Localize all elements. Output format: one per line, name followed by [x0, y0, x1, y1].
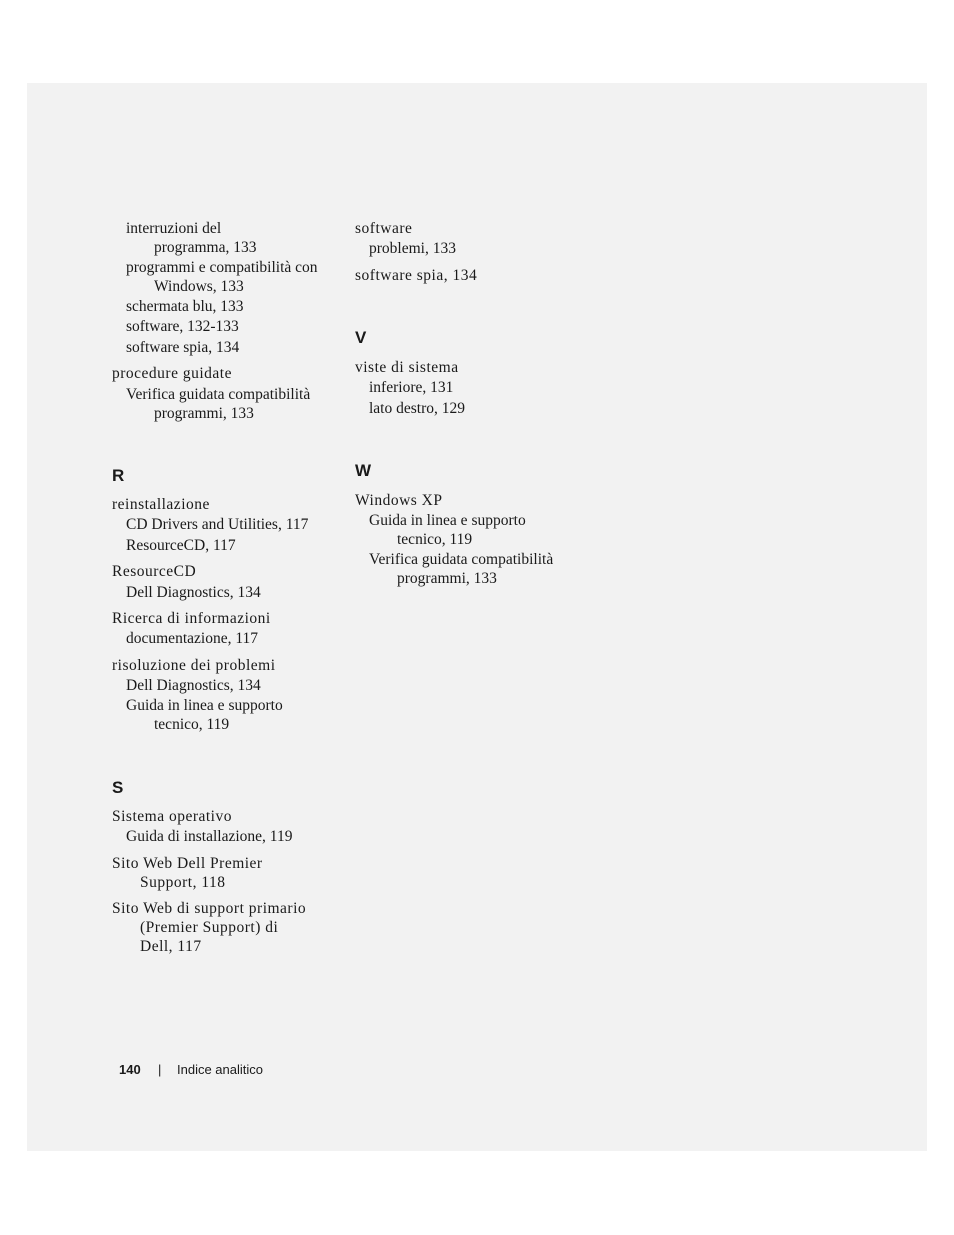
index-subentry: Verifica guidata compatibilità — [369, 551, 554, 568]
index-subentry: programmi e compatibilità con — [126, 259, 318, 276]
index-entry: Windows XP — [355, 492, 443, 509]
index-subentry-continued: programmi, 133 — [154, 405, 254, 422]
index-subentry: lato destro, 129 — [369, 400, 465, 417]
index-subentry: software spia, 134 — [126, 339, 240, 356]
index-entry: procedure guidate — [112, 365, 232, 382]
section-letter-w: W — [355, 461, 372, 480]
index-subentry-continued: programma, 133 — [154, 239, 257, 256]
footer-section-title: Indice analitico — [177, 1062, 263, 1077]
index-subentry: documentazione, 117 — [126, 630, 258, 647]
index-entry: software — [355, 220, 413, 237]
index-entry-continued: (Premier Support) di — [140, 919, 279, 936]
section-letter-r: R — [112, 466, 125, 485]
index-entry: reinstallazione — [112, 496, 210, 513]
index-subentry: interruzioni del — [126, 220, 222, 237]
index-entry: software spia, 134 — [355, 267, 478, 284]
index-entry: risoluzione dei problemi — [112, 657, 276, 674]
index-entry: viste di sistema — [355, 359, 459, 376]
footer-separator: | — [158, 1062, 162, 1077]
section-letter-s: S — [112, 778, 124, 797]
index-subentry: Guida in linea e supporto — [126, 697, 283, 714]
index-subentry: ResourceCD, 117 — [126, 537, 236, 554]
index-subentry: inferiore, 131 — [369, 379, 454, 396]
index-entry: ResourceCD — [112, 563, 197, 580]
index-subentry-continued: tecnico, 119 — [154, 716, 230, 733]
index-entry: Sistema operativo — [112, 808, 232, 825]
index-entry: Ricerca di informazioni — [112, 610, 271, 627]
index-subentry: software, 132-133 — [126, 318, 239, 335]
index-subentry: Guida in linea e supporto — [369, 512, 526, 529]
page-number: 140 — [119, 1062, 141, 1077]
index-subentry: Guida di installazione, 119 — [126, 828, 293, 845]
index-entry-continued: Dell, 117 — [140, 938, 202, 955]
index-subentry: Dell Diagnostics, 134 — [126, 584, 261, 601]
index-subentry: schermata blu, 133 — [126, 298, 244, 315]
index-entry: Sito Web di support primario — [112, 900, 307, 917]
index-subentry-continued: programmi, 133 — [397, 570, 497, 587]
index-subentry-continued: Windows, 133 — [154, 278, 244, 295]
index-entry: Sito Web Dell Premier — [112, 855, 263, 872]
index-subentry: problemi, 133 — [369, 240, 456, 257]
index-subentry: Dell Diagnostics, 134 — [126, 677, 261, 694]
index-subentry: Verifica guidata compatibilità — [126, 386, 311, 403]
index-subentry: CD Drivers and Utilities, 117 — [126, 516, 309, 533]
section-letter-v: V — [355, 328, 367, 347]
index-subentry-continued: tecnico, 119 — [397, 531, 473, 548]
index-entry-continued: Support, 118 — [140, 874, 226, 891]
